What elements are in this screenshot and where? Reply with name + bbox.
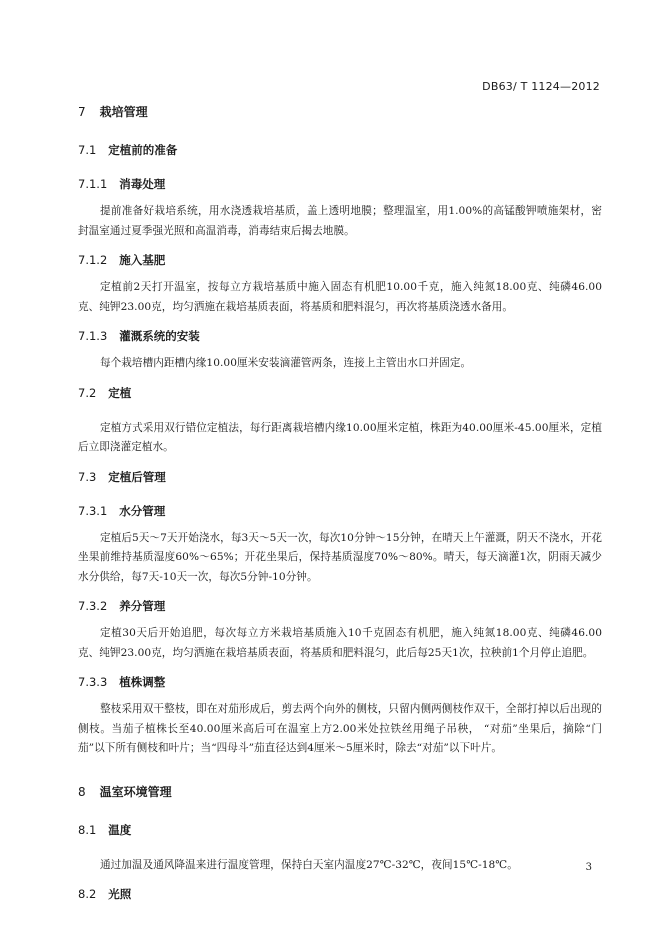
section-title: 植株调整 xyxy=(119,675,166,689)
section-title: 消毒处理 xyxy=(119,177,166,191)
section-title: 光照 xyxy=(108,887,132,901)
section-title: 养分管理 xyxy=(119,599,166,613)
paragraph: 通过加温及通风降温来进行温度管理，保持白天室内温度27℃-32℃，夜间15℃-18℃。 xyxy=(100,858,518,871)
subsection-heading xyxy=(78,469,602,485)
paragraph: 每个栽培槽内距槽内缘10.00厘米安装滴灌管两条，连接上主管出水口并固定。 xyxy=(100,357,472,369)
section-heading xyxy=(78,103,602,120)
section-title: 施入基肥 xyxy=(119,253,166,267)
section-heading xyxy=(78,783,602,800)
subsection-heading xyxy=(78,822,602,838)
section-title: 灌溉系统的安装 xyxy=(119,329,200,343)
subsubsection-heading xyxy=(78,176,602,192)
section-title: 定植后管理 xyxy=(108,469,166,484)
document-body xyxy=(78,103,602,920)
section-title: 定植前的准备 xyxy=(108,143,178,157)
section-number: 7.3.3 xyxy=(78,675,108,689)
subsubsection-heading xyxy=(78,503,602,519)
subsection-heading xyxy=(78,142,602,158)
section-number: 7.3.1 xyxy=(78,503,108,518)
section-number: 7 xyxy=(78,105,86,119)
section-number: 7.3 xyxy=(78,469,97,484)
subsection-heading xyxy=(78,886,602,902)
document-code: DB63/ T 1124—2012 xyxy=(482,80,600,93)
paragraph: 定植方式采用双行错位定植法，每行距离栽培槽内缘10.00厘米定植，株距为40.00厘米-45.00厘米，定植后立即浇灌定植水。 xyxy=(78,421,602,453)
paragraph: 整枝采用双干整枝，即在对茄形成后，剪去两个向外的侧枝，只留内侧两侧枝作双干，全部打掉以后出现的侧枝。当茄子植株长至40.00厘米高后可在温室上方2.00米处拉铁丝用绳子吊秧， “对茄”坐果后，摘除“门茄”以下所有侧枝和叶片；当“四母斗”茄直径达到4厘米～5厘米时，除去“对茄”以下叶片。 xyxy=(78,703,602,754)
paragraph: 定植30天后开始追肥，每次每立方米栽培基质施入10千克固态有机肥，施入纯氮18.00克、纯磷46.00克、纯钾23.00克，均匀洒施在栽培基质表面，将基质和肥料混匀，此后每25天1次，拉秧前1个月停止追肥。 xyxy=(78,627,602,659)
subsection-heading xyxy=(78,385,602,401)
section-number: 7.1.1 xyxy=(78,177,108,191)
section-number: 8.1 xyxy=(78,822,97,837)
paragraph: 定植后5天～7天开始浇水，每3天～5天一次，每次10分钟～15分钟，在晴天上午灌溉，阴天不浇水，开花坐果前维持基质湿度60%～65%；开花坐果后，保持基质湿度70%～80%。晴天，每天滴灌1次，阴雨天减少水分供给，每7天-10天一次，每次5分钟-10分钟。 xyxy=(78,531,602,583)
subsubsection-heading xyxy=(78,252,602,268)
page-number: 3 xyxy=(585,862,592,873)
section-number: 8 xyxy=(78,784,86,799)
section-number: 7.1.3 xyxy=(78,329,108,343)
section-title: 栽培管理 xyxy=(99,105,148,119)
section-number: 7.1.2 xyxy=(78,253,108,267)
section-number: 8.2 xyxy=(78,887,97,901)
section-title: 温室环境管理 xyxy=(99,784,172,799)
section-number: 7.3.2 xyxy=(78,599,108,613)
section-number: 7.2 xyxy=(78,385,97,400)
paragraph: 定植前2天打开温室，按每立方栽培基质中施入固态有机肥10.00千克，施入纯氮18.00克、纯磷46.00克、纯钾23.00克，均匀洒施在栽培基质表面，将基质和肥料混匀，再次将基质浇透水备用。 xyxy=(78,281,602,313)
section-title: 水分管理 xyxy=(119,503,166,518)
subsubsection-heading xyxy=(78,598,602,614)
subsubsection-heading xyxy=(78,674,602,690)
paragraph: 提前准备好栽培系统，用水浇透栽培基质，盖上透明地膜；整理温室，用1.00%的高锰酸钾喷施架材，密封温室通过夏季强光照和高温消毒，消毒结束后揭去地膜。 xyxy=(78,205,602,237)
section-title: 温度 xyxy=(108,822,132,837)
section-number: 7.1 xyxy=(78,143,97,157)
section-title: 定植 xyxy=(108,385,132,400)
subsubsection-heading xyxy=(78,328,602,344)
